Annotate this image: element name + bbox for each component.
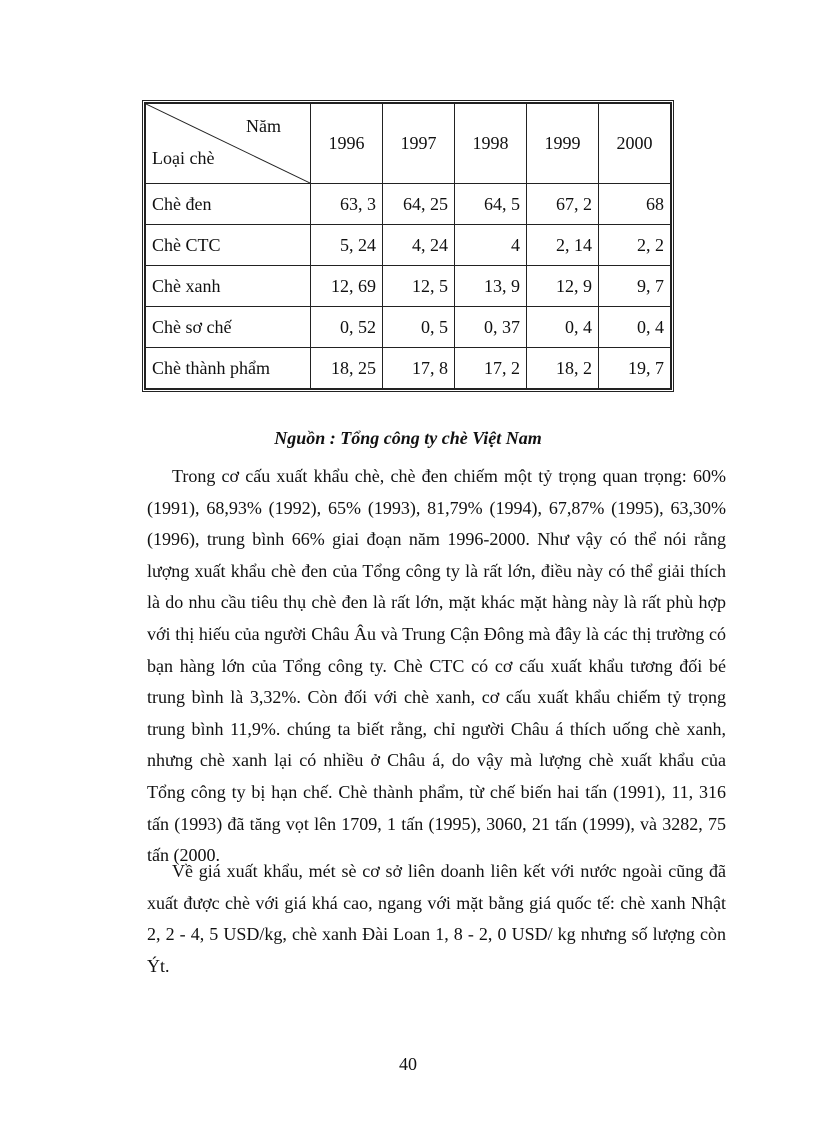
table-cell: 0, 4 (599, 307, 671, 348)
page-number: 40 (399, 1054, 417, 1074)
table-cell: 9, 7 (599, 266, 671, 307)
row-label: Chè đen (146, 184, 311, 225)
diagonal-header-cell (146, 104, 311, 184)
body-paragraph: Về giá xuất khẩu, mét sè cơ sở liên doanh liên kết với nước ngoài cũng đã xuất được chè với giá khá cao, ngang với mặt bằng giá quốc tế: chè xanh Nhật 2, 2 - 4, 5 USD/kg, chè xanh Đài Loan 1, 8 - 2, 0 USD/ kg nhưng số lượng còn Ýt. (147, 861, 726, 976)
type-header-label: Loại chè (152, 148, 215, 168)
row-label: Chè thành phẩm (146, 348, 311, 389)
table-cell: 2, 2 (599, 225, 671, 266)
row-label: Chè sơ chế (146, 307, 311, 348)
table-cell: 64, 5 (455, 184, 527, 225)
table-cell: 63, 3 (311, 184, 383, 225)
table-row (146, 266, 671, 307)
table-cell: 19, 7 (599, 348, 671, 389)
table-cell: 18, 2 (527, 348, 599, 389)
table-cell: 18, 25 (311, 348, 383, 389)
table-cell: 68 (599, 184, 671, 225)
row-label: Chè CTC (146, 225, 311, 266)
table-cell: 64, 25 (383, 184, 455, 225)
table-cell: 4, 24 (383, 225, 455, 266)
table-cell: 0, 37 (455, 307, 527, 348)
data-table (145, 103, 671, 389)
table-cell: 13, 9 (455, 266, 527, 307)
table-cell: 5, 24 (311, 225, 383, 266)
table-cell: 12, 69 (311, 266, 383, 307)
body-paragraph: Trong cơ cấu xuất khẩu chè, chè đen chiếm một tỷ trọng quan trọng: 60% (1991), 68,93% (1992), 65% (1993), 81,79% (1994), 67,87% (1995), 63,30% (1996), trung bình 66% giai đoạn năm 1996-2000. Như vậy có thể nói rằng lượng xuất khẩu chè đen của Tổng công ty là rất lớn, điều này có thể giải thích là do nhu cầu tiêu thụ chè đen là rất lớn, mặt khác mặt hàng này là rất phù hợp với thị hiếu của người Châu Âu và Trung Cận Đông mà đây là các thị trường có bạn hàng lớn của Tổng công ty. Chè CTC có cơ cấu xuất khẩu tương đối bé trung bình là 3,32%. Còn đối với chè xanh, cơ cấu xuất khẩu chiếm tỷ trọng trung bình 11,9%. chúng ta biết rằng, chỉ người Châu á thích uống chè xanh, nhưng chè xanh lại có nhiều ở Châu á, do vậy mà lượng chè xuất khẩu của Tổng công ty bị hạn chế. Chè thành phẩm, từ chế biến hai tấn (1991), 11, 316 tấn (1993) đã tăng vọt lên 1709, 1 tấn (1995), 3060, 21 tấn (1999), và 3282, 75 tấn (2000. (147, 466, 726, 866)
table-row (146, 225, 671, 266)
table-cell: 0, 52 (311, 307, 383, 348)
table-row (146, 307, 671, 348)
export-structure-table (142, 100, 674, 392)
table-cell: 0, 5 (383, 307, 455, 348)
table-header-row (146, 104, 671, 184)
table-cell: 17, 2 (455, 348, 527, 389)
diagonal-line (146, 104, 310, 183)
year-header-label: Năm (246, 116, 281, 136)
year-header: 1999 (527, 104, 599, 184)
year-header: 2000 (599, 104, 671, 184)
year-header: 1998 (455, 104, 527, 184)
row-label: Chè xanh (146, 266, 311, 307)
year-header: 1996 (311, 104, 383, 184)
table-cell: 0, 4 (527, 307, 599, 348)
table-row (146, 348, 671, 389)
table-cell: 12, 5 (383, 266, 455, 307)
table-cell: 2, 14 (527, 225, 599, 266)
year-header: 1997 (383, 104, 455, 184)
table-cell: 17, 8 (383, 348, 455, 389)
table-cell: 12, 9 (527, 266, 599, 307)
table-cell: 4 (455, 225, 527, 266)
table-row (146, 184, 671, 225)
table-cell: 67, 2 (527, 184, 599, 225)
table-source-caption: Nguồn : Tổng công ty chè Việt Nam (274, 428, 542, 448)
